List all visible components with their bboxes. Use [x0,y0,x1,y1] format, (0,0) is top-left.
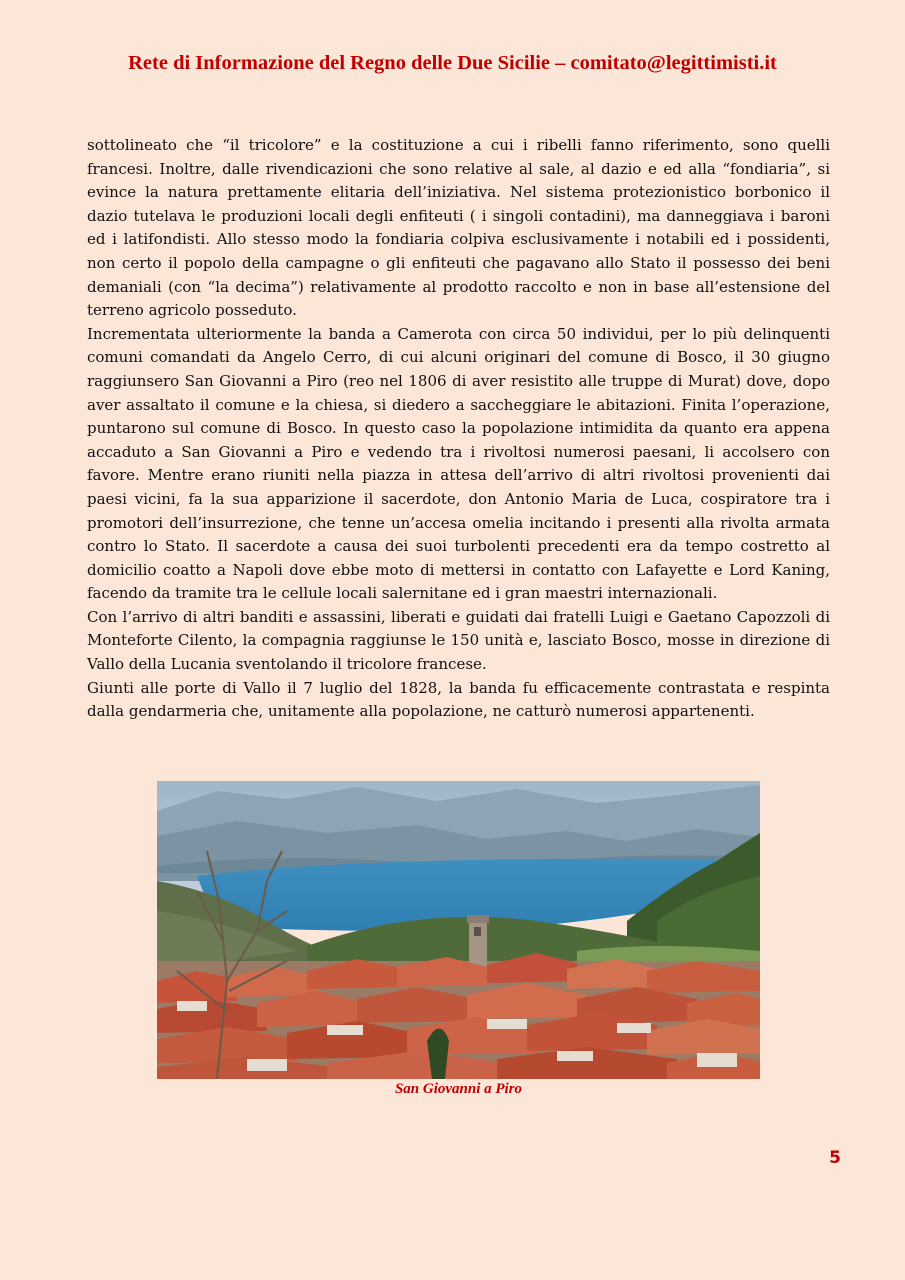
paragraph-3: Con l’arrivo di altri banditi e assassini, liberati e guidati dai fratelli Luigi e Gaetano Capozzoli di Monteforte Cilento, la compagnia raggiunse le 150 unità e, lasciato Bosco, mosse in direzione di Vallo della Lucania sventolando il tricolore francese. [87,607,830,674]
paragraph-2: Incrementata ulteriormente la banda a Camerota con circa 50 individui, per lo più delinquenti comuni comandati da Angelo Cerro, di cui alcuni originari del comune di Bosco, il 30 giugno raggiunsero San Giovanni a Piro (reo nel 1806 di aver resistito alle truppe di Murat) dove, dopo aver assaltato il comune e la chiesa, si diedero a saccheggiare le abitazioni. Finita l’operazione, puntarono sul comune di Bosco. In questo caso la popolazione intimidita da quanto era appena accaduto a San Giovanni a Piro e vedendo tra i rivoltosi numerosi paesani, li accolsero con favore. Mentre erano riuniti nella piazza in attesa dell’arrivo di altri rivoltosi provenienti dai paesi vicini, fa la sua apparizione il sacerdote, don Antonio Maria de Luca, cospiratore tra i promotori dell’insurrezione, che tenne un’accesa omelia incitando i presenti alla rivolta armata contro lo Stato. Il sacerdote a causa dei suoi turbolenti precedenti era da tempo costretto al domicilio coatto a Napoli dove ebbe moto di mettersi in contatto con Lafayette e Lord Kaning, facendo da tramite tra le cellule locali salernitane ed i gran maestri internazionali. [87,324,830,603]
landscape-photo [157,781,760,1079]
page-number: 5 [829,1148,841,1168]
article-body [87,134,830,724]
paragraph-1: sottolineato che “il tricolore” e la costituzione a cui i ribelli fanno riferimento, sono quelli francesi. Inoltre, dalle rivendicazioni che sono relative al sale, al dazio e ed alla “fondiaria”, si evince la natura prettamente elitaria dell’iniziativa. Nel sistema protezionistico borbonico il dazio tutelava le produzioni locali degli enfiteuti ( i singoli contadini), ma danneggiava i baroni ed i latifondisti. Allo stesso modo la fondiaria colpiva esclusivamente i notabili ed i possidenti, non certo il popolo della campagne o gli enfiteuti che pagavano allo Stato il possesso dei beni demaniali (con “la decima”) relativamente al prodotto raccolto e non in base all’estensione del terreno agricolo posseduto. [87,136,830,320]
paragraph-4: Giunti alle porte di Vallo il 7 luglio del 1828, la banda fu efficacemente contrastata e respinta dalla gendarmeria che, unitamente alla popolazione, ne catturò numerosi appartenenti. [87,678,830,721]
figure-caption: San Giovanni a Piro [394,1081,523,1097]
page-header: Rete di Informazione del Regno delle Due Sicilie – comitato@legittimisti.it [128,52,777,74]
